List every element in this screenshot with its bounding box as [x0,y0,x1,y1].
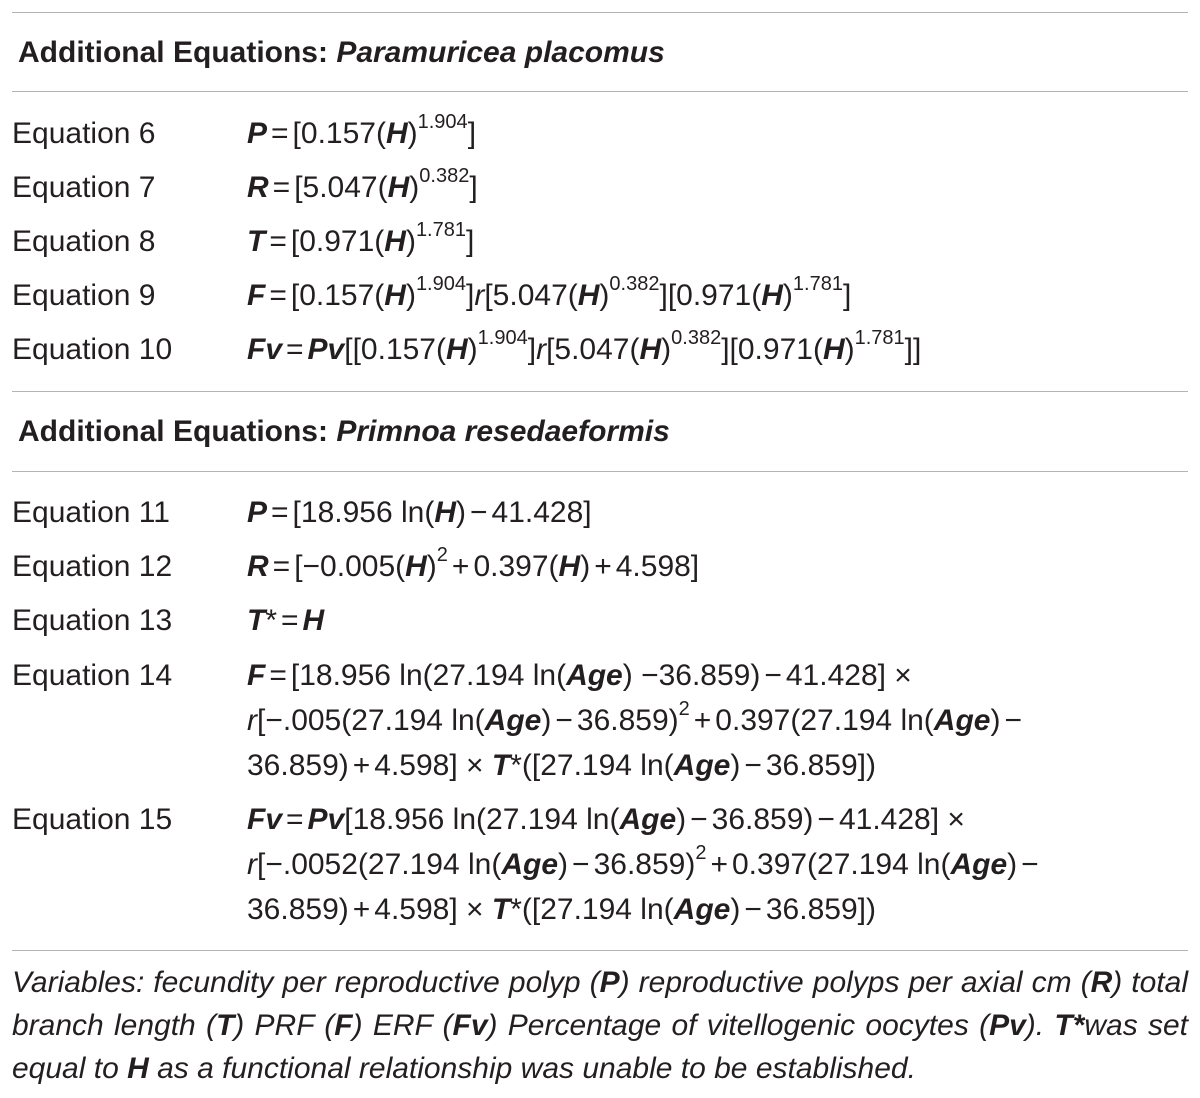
equation-10-expression: $Fv = Pv[[0.157(H)^{1.904}]r[5.047(H)^{0.382}][0.971(H)^{1.781}]]$ [247,327,922,366]
footnote-text: Variables: fecundity per reproductive polyp ( [12,966,600,999]
equation-label: Equation 7 [12,171,156,204]
section-title-prefix: Additional Equations: [18,415,337,448]
section-title-species: Paramuricea placomus [336,36,665,69]
table-footnote [12,961,1188,1090]
equation-label: Equation 13 [12,604,173,637]
equation-9-expression: $F = [0.157(H)^{1.904}]r[5.047(H)^{0.382}][0.971(H)^{1.781}]$ [247,273,852,312]
equation-14-expression-line-3: 36.859) + 4.598] × T*([27.194 ln(Age) − 36.859]) [247,749,876,782]
equation-label: Equation 14 [12,659,173,692]
rule-bottom [12,950,1188,951]
footnote-var-fv: Fv [452,1009,488,1042]
rule-3 [12,471,1188,472]
equation-15-expression-line-3: 36.859) + 4.598] × T*([27.194 ln(Age) − 36.859]) [247,893,876,926]
footnote-var-h: H [127,1052,149,1085]
footnote-text: ) reproductive polyps per axial cm ( [619,966,1091,999]
equation-label: Equation 8 [12,225,156,258]
section-title-species: Primnoa resedaeformis [336,415,670,448]
equation-6-expression: $P = [0.157(H)^{1.904}]$ [247,111,477,150]
equation-label: Equation 6 [12,117,156,150]
equation-label: Equation 9 [12,279,156,312]
equation-11-expression: P = [18.956 ln(H) − 41.428] [247,496,592,529]
footnote-text: ) ERF ( [352,1009,453,1042]
footnote-var-p: P [599,966,620,999]
footnote-text: as a functional relationship was unable to be established. [148,1052,916,1085]
equation-label: Equation 11 [12,496,170,529]
section-title-primnoa [18,413,670,451]
footnote-text: ). [1025,1009,1045,1042]
equation-14-expression-line-2: r[−.005(27.194 ln(Age) − 36.859)$^2$ + 0.397(27.194 ln(Age) − [247,698,1023,737]
rule-top [12,12,1188,13]
section-title-paramuricea [18,34,665,72]
equation-15-expression: Fv = Pv[18.956 ln(27.194 ln(Age) − 36.859) − 41.428] × [247,803,965,836]
footnote-text: ) Percentage of vitellogenic oocytes ( [487,1009,990,1042]
equation-label: Equation 10 [12,333,173,366]
equation-14-expression: F = [18.956 ln(27.194 ln(Age) −36.859) − 41.428] × [247,659,912,692]
equation-label: Equation 15 [12,803,173,836]
equation-7-expression: $R = [5.047(H)^{0.382}]$ [247,165,478,204]
footnote-var-t: T [215,1009,235,1042]
footnote-text: was set equal to [12,1009,1188,1085]
footnote-text: ) PRF ( [234,1009,335,1042]
equation-15-expression-line-2: r[−.0052(27.194 ln(Age) − 36.859)$^2$ + 0.397(27.194 ln(Age) − [247,842,1039,881]
footnote-var-f: F [334,1009,353,1042]
equation-13-expression: T* = H [247,604,325,637]
rule-2 [12,391,1188,392]
footnote-var-r: R [1090,966,1113,999]
equation-8-expression: $T = [0.971(H)^{1.781}]$ [247,219,475,258]
rule-1 [12,91,1188,92]
section-title-prefix: Additional Equations: [18,36,337,69]
equation-12-expression: $R = [-0.005(H)^2 + 0.397(H) + 4.598]$ [247,544,700,583]
equation-label: Equation 12 [12,550,173,583]
footnote-var-tstar: T* [1054,1009,1085,1042]
footnote-text: ) total branch length ( [12,966,1188,1042]
footnote-var-pv: Pv [989,1009,1026,1042]
